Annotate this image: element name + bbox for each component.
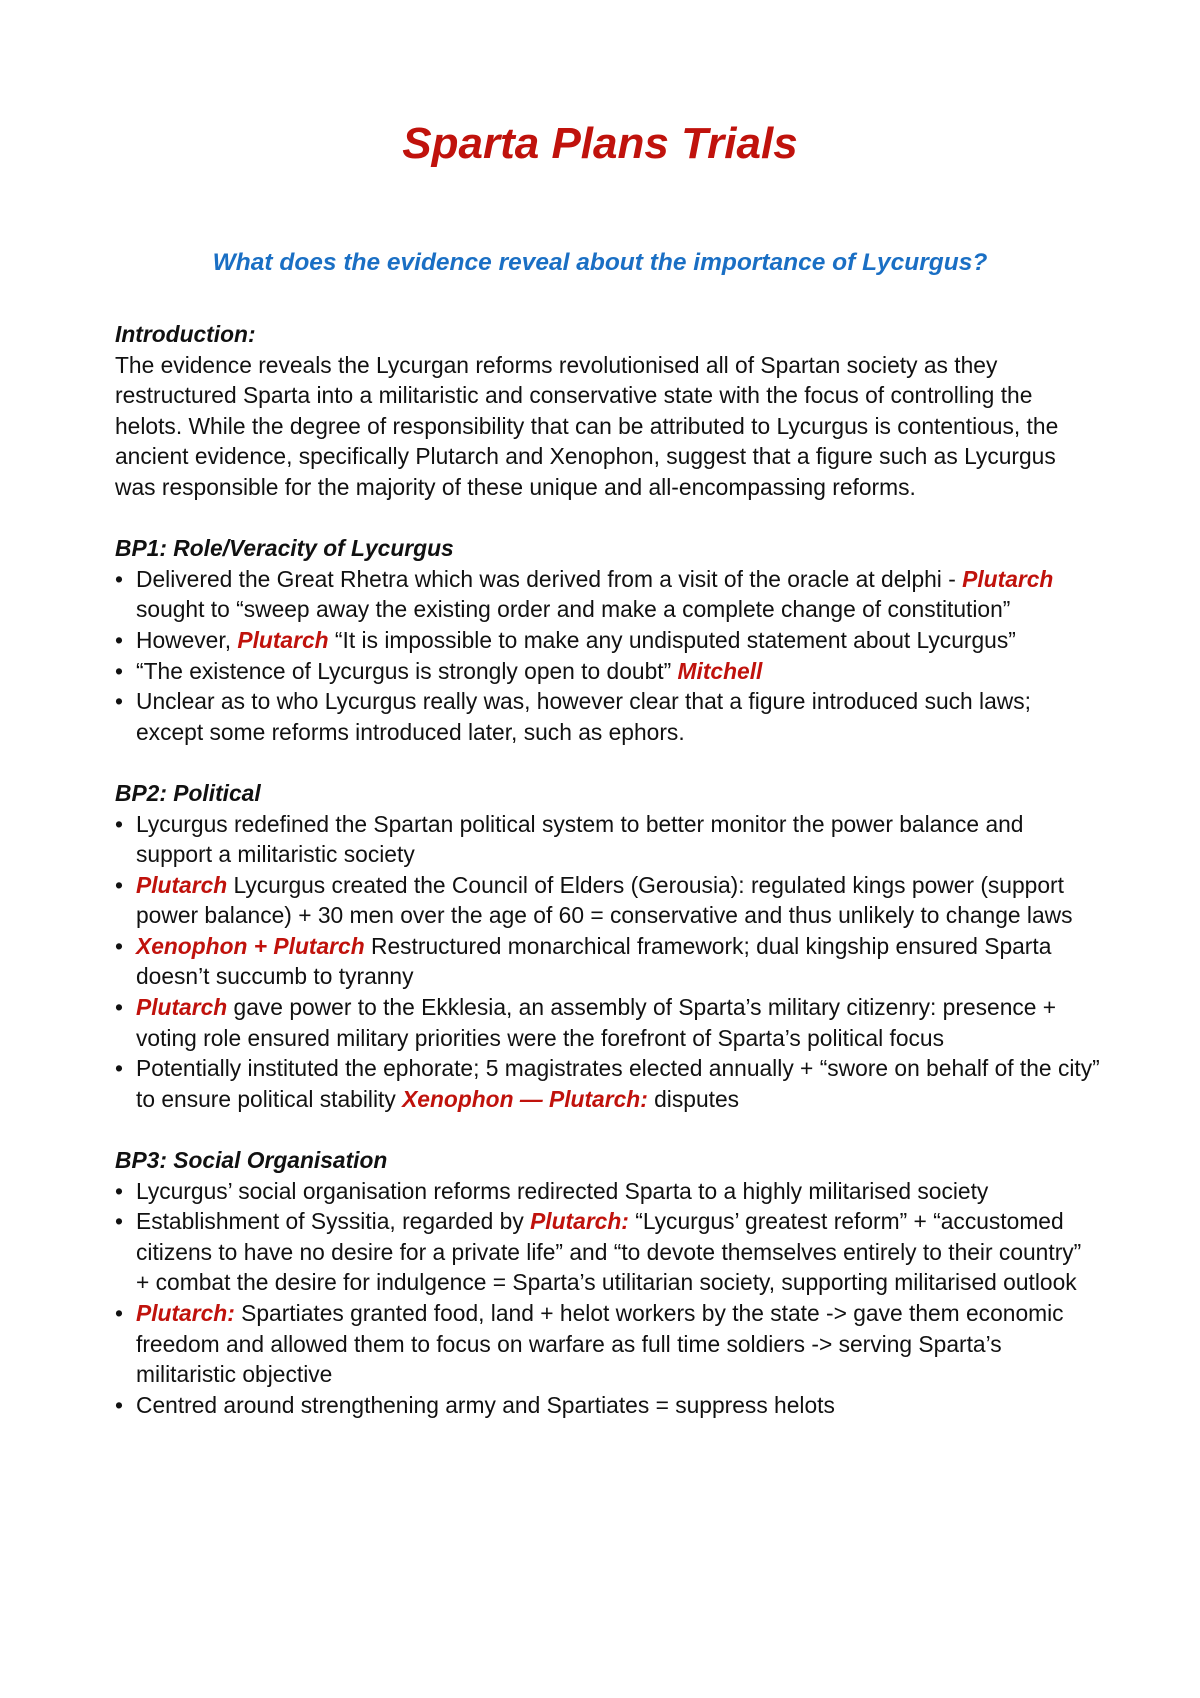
bullet-text: Establishment of Syssitia, regarded by	[136, 1208, 531, 1235]
bullet-point	[115, 992, 1100, 1053]
section-heading: BP2: Political	[115, 779, 261, 806]
bullet-list	[115, 809, 1100, 1115]
source-citation: Xenophon — Plutarch:	[402, 1085, 648, 1112]
bullet-point	[115, 870, 1100, 931]
bullet-point	[115, 1176, 1100, 1207]
bullet-text: gave power to the Ekklesia, an assembly of Sparta’s military citizenry: presence + voting role ensured military priorities were the forefront of Sparta’s political focus	[136, 994, 1057, 1051]
source-citation: Plutarch:	[530, 1208, 629, 1235]
bullet-text: Lycurgus’ social organisation reforms redirected Sparta to a highly militarised society	[136, 1177, 989, 1204]
bullet-text: Spartiates granted food, land + helot workers by the state -> gave them economic freedom and allowed them to focus on warfare as full time soldiers -> serving Sparta’s militaristic objective	[136, 1300, 1064, 1388]
bullet-point	[115, 1390, 1100, 1421]
bullet-point	[115, 656, 1100, 687]
bullet-point	[115, 625, 1100, 656]
source-citation: Plutarch:	[136, 1300, 235, 1326]
source-citation: Xenophon + Plutarch	[136, 932, 365, 959]
source-citation: Plutarch	[136, 994, 228, 1021]
bullet-text: Centred around strengthening army and Spartiates = suppress helots	[136, 1391, 835, 1418]
bullet-text: Unclear as to who Lycurgus really was, however clear that a figure introduced such laws; except some reforms introduced later, such as ephors.	[136, 688, 1032, 745]
bullet-point	[115, 1206, 1100, 1298]
bullet-text: Lycurgus redefined the Spartan political system to better monitor the power balance and support a militaristic society	[136, 810, 1024, 868]
bullet-text: “It is impossible to make any undisputed statement about Lycurgus”	[328, 626, 1016, 653]
essay-question: What does the evidence reveal about the importance of Lycurgus?	[212, 249, 988, 276]
introduction-text: The evidence reveals the Lycurgan reforms revolutionised all of Spartan society as they restructured Sparta into a militaristic and conservative state with the focus of controlling the helots. While the degree of responsibility that can be attributed to Lycurgus is contentious, the ancient evidence, specifically Plutarch and Xenophon, suggest that a figure such as Lycurgus was responsible for the majority of these unique and all-encompassing reforms.	[115, 351, 1059, 500]
introduction-section	[115, 319, 1100, 503]
bullet-text: Delivered the Great Rhetra which was derived from a visit of the oracle at delphi -	[136, 565, 963, 592]
bullet-text: Restructured monarchical framework; dual kingship ensured Sparta doesn’t succumb to tyranny	[136, 932, 1052, 990]
bullet-list	[115, 564, 1100, 748]
bullet-point	[115, 1298, 1100, 1390]
body-paragraph-sections	[115, 533, 1100, 1420]
document-title: Sparta Plans Trials	[402, 119, 798, 168]
section-heading: BP1: Role/Veracity of Lycurgus	[115, 535, 454, 562]
bullet-text: disputes	[647, 1085, 740, 1112]
source-citation: Mitchell	[677, 657, 763, 684]
body-section	[115, 533, 1100, 747]
source-citation: Plutarch	[136, 871, 228, 898]
bullet-point	[115, 809, 1100, 870]
section-heading: BP3: Social Organisation	[115, 1147, 388, 1174]
introduction-heading: Introduction:	[115, 321, 256, 347]
document-content	[115, 319, 1100, 1451]
bullet-text: However,	[136, 626, 238, 653]
bullet-point	[115, 686, 1100, 747]
bullet-text: “The existence of Lycurgus is strongly open to doubt”	[136, 657, 678, 684]
bullet-point	[115, 931, 1100, 992]
bullet-list	[115, 1176, 1100, 1421]
bullet-text: Potentially instituted the ephorate; 5 magistrates elected annually + “swore on behalf of the city” to ensure political stability	[136, 1055, 1100, 1112]
source-citation: Plutarch	[962, 565, 1054, 592]
bullet-point	[115, 564, 1100, 625]
bullet-point	[115, 1053, 1100, 1114]
source-citation: Plutarch	[237, 626, 329, 653]
body-section	[115, 778, 1100, 1115]
bullet-text: sought to “sweep away the existing order and make a complete change of constitution”	[136, 596, 1011, 623]
body-section	[115, 1145, 1100, 1420]
bullet-text: “Lycurgus’ greatest reform” + “accustomed citizens to have no desire for a private life” and “to devote themselves entirely to their country” + combat the desire for indulgence = Sparta’s utilitarian society, supporting militarised outlook	[136, 1208, 1082, 1296]
bullet-text: Lycurgus created the Council of Elders (Gerousia): regulated kings power (support power balance) + 30 men over the age of 60 = conservative and thus unlikely to change laws	[136, 871, 1073, 929]
